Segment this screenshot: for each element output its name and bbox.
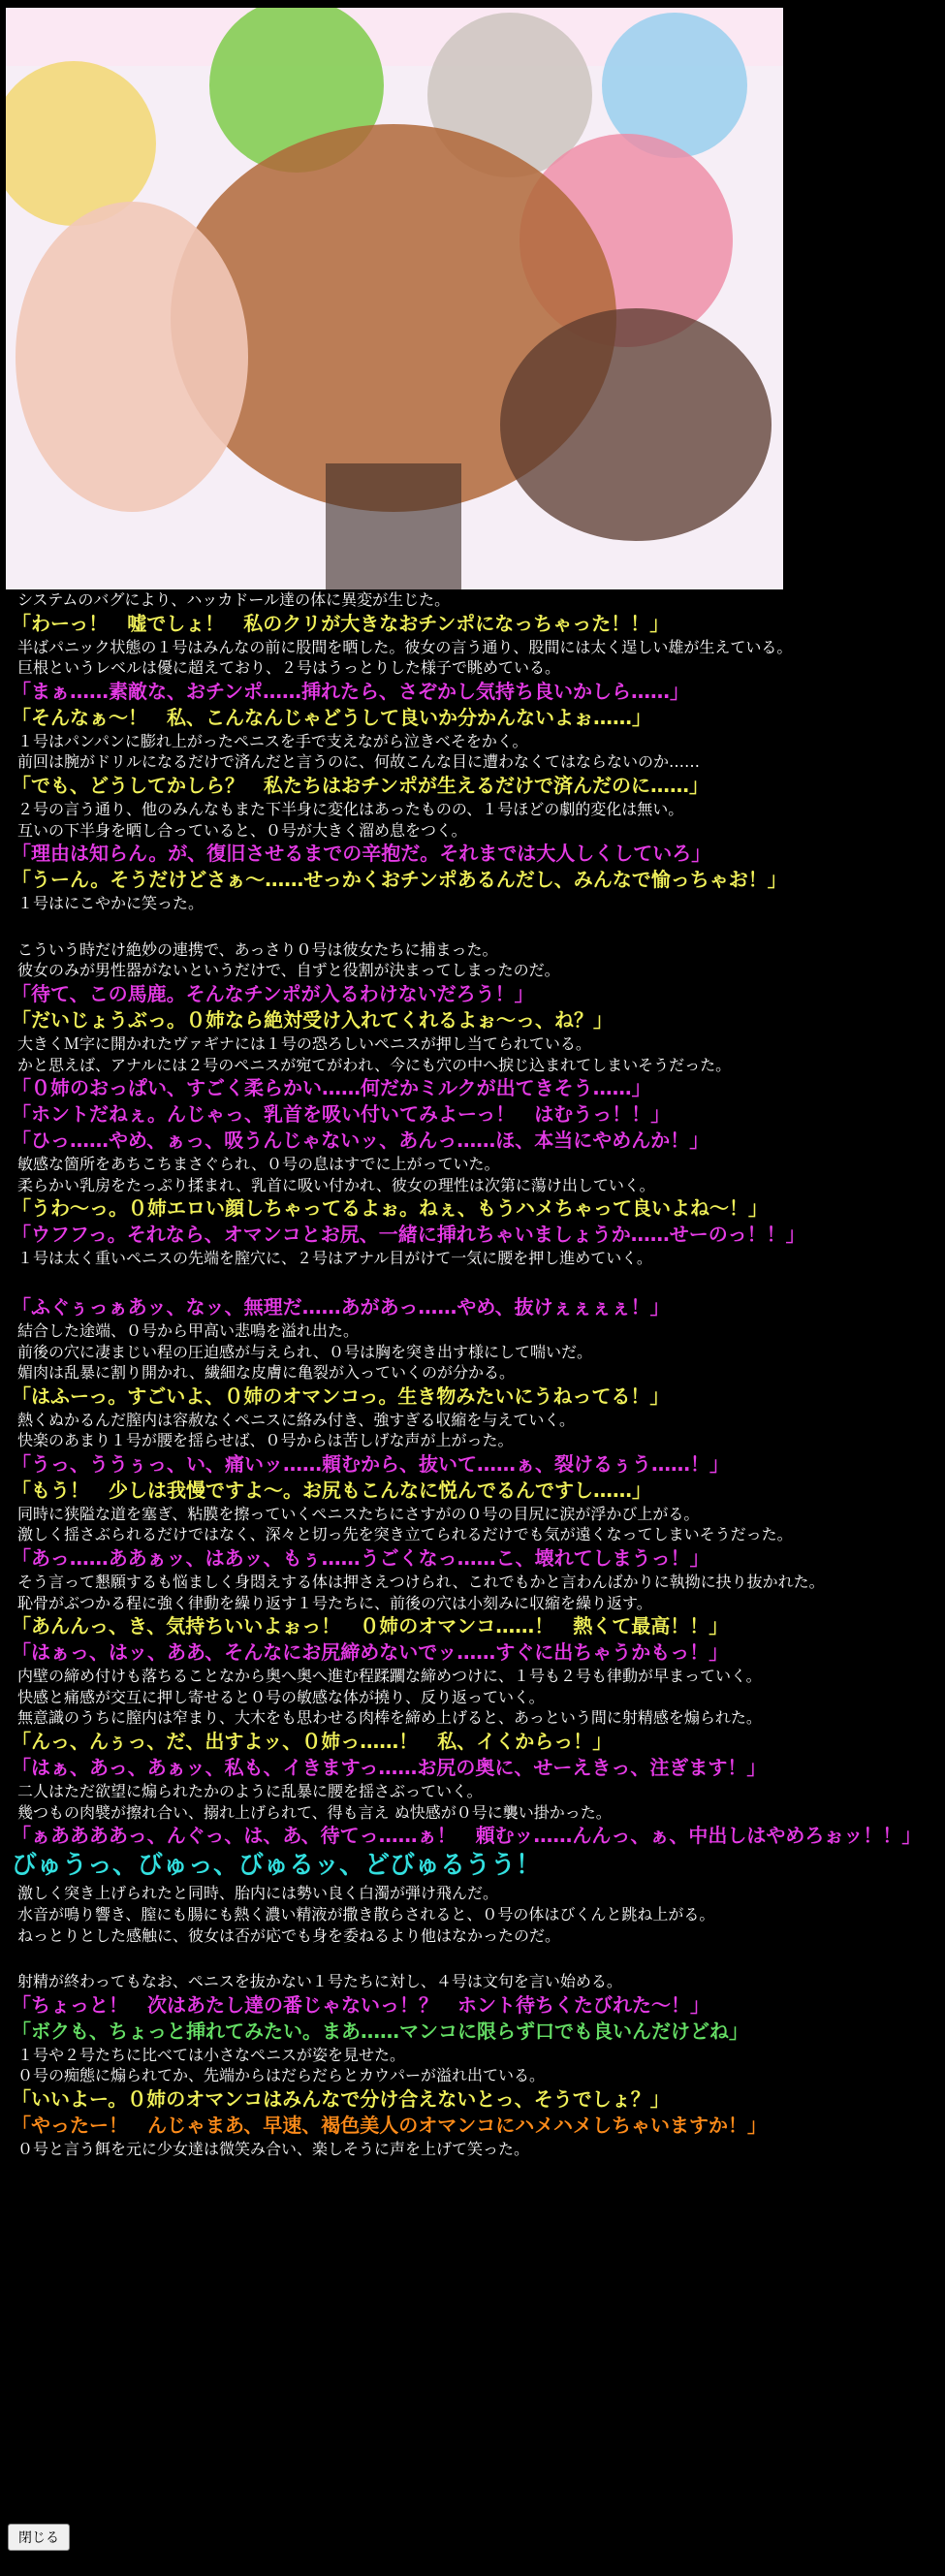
narration-line: 射精が終わってもなお、ペニスを抜かない１号たちに対し、４号は文句を言い始める。 (17, 1972, 622, 1991)
narration-line: こういう時だけ絶妙の連携で、あっさり０号は彼女たちに捕まった。 (17, 939, 498, 959)
narration-line: 二人はただ欲望に煽られたかのように乱暴に腰を揺さぶっていく。 (17, 1782, 483, 1801)
dialogue-line: 「いいよー。０姉のオマンコはみんなで分け合えないとっ、そうでしょ？」 (12, 2086, 670, 2111)
dialogue-line: 「ホントだねぇ。んじゃっ、乳首を吸い付いてみよーっ！ はむうっ！！」 (12, 1102, 671, 1127)
narration-line: 快感と痛感が交互に押し寄せると０号の敏感な体が撓り、反り返っていく。 (17, 1687, 545, 1706)
narration-line: 互いの下半身を晒し合っていると、０号が大きく溜め息をつく。 (17, 820, 467, 840)
dialogue-line: 「あんんっ、き、気持ちいいよぉっ！ ０姉のオマンコ……！ 熱くて最高！！」 (12, 1614, 729, 1638)
narration-line: 水音が鳴り響き、膣にも腸にも熱く濃い精液が撒き散らされると、０号の体はびくんと跳ね上がる。 (17, 1904, 715, 1924)
narration-line: 巨根というレベルは優に超えており、２号はうっとりした様子で眺めている。 (17, 658, 561, 678)
narration-line: 激しく揺さぶられるだけではなく、深々と切っ先を突き立てられるだけでも気が遠くなってしまいそうだった。 (17, 1525, 793, 1544)
narration-line: 激しく突き上げられたと同時、胎内には勢い良く白濁が弾け飛んだ。 (17, 1884, 499, 1903)
paragraph-gap (12, 1269, 932, 1294)
dialogue-line: 「ちょっと！ 次はあたし達の番じゃないっ！？ ホント待ちくたびれた～！」 (12, 1992, 709, 2017)
narration-line: 前後の穴に凄まじい程の圧迫感が与えられ、０号は胸を突き出す様にして喘いだ。 (17, 1342, 592, 1361)
dialogue-line: 「はぁ、あっ、あぁッ、私も、イきますっ……お尻の奥に、せーえきっ、注ぎます！」 (12, 1756, 767, 1780)
narration-line: 彼女のみが男性器がないというだけで、自ずと役割が決まってしまったのだ。 (17, 961, 560, 980)
dialogue-line: 「ふぐぅっぁあッ、なッ、無理だ……あがあっ……やめ、抜けぇぇぇぇ！」 (12, 1294, 670, 1319)
dialogue-line: 「やったー！ んじゃまあ、早速、褐色美人のオマンコにハメハメしちゃいますか！」 (12, 2113, 767, 2137)
narration-line: 柔らかい乳房をたっぷり揉まれ、乳首に吸い付かれ、彼女の理性は次第に蕩け出していく。 (17, 1175, 655, 1194)
dialogue-line: 「まぁ……素敵な、おチンポ……挿れたら、さぞかし気持ち良いかしら……」 (12, 679, 689, 703)
dialogue-line: 「あっ……ああぁッ、はあッ、もぅ……うごくなっ……こ、壊れてしまうっ！」 (12, 1546, 709, 1571)
dialogue-line: 「そんなぁ～！ 私、こんなんじゃどうして良いか分かんないよぉ……」 (12, 705, 651, 729)
narration-line: １号は太く重いペニスの先端を膣穴に、２号はアナル目がけて一気に腰を押し進めていく。 (17, 1249, 652, 1268)
narration-line: 媚肉は乱暴に割り開かれ、繊細な皮膚に亀裂が入っていくのが分かる。 (17, 1363, 515, 1383)
dialogue-line: 「理由は知らん。が、復旧させるまでの辛抱だ。それまでは大人しくしていろ」 (12, 842, 711, 866)
dialogue-line: 「ひっ……やめ、ぁっ、吸うんじゃないッ、あんっ……ほ、本当にやめんか！」 (12, 1129, 709, 1153)
dialogue-line: 「０姉のおっぱい、すごく柔らかい……何だかミルクが出てきそう……」 (12, 1076, 651, 1100)
dialogue-line: 「うわ～っ。０姉エロい顔しちゃってるよぉ。ねぇ、もうハメちゃって良いよね～！」 (12, 1196, 768, 1221)
dialogue-line: 「はぁっ、はッ、ああ、そんなにお尻締めないでッ……すぐに出ちゃうかもっ！」 (12, 1640, 729, 1665)
close-button[interactable]: 閉じる (8, 2524, 70, 2551)
narration-line: 敏感な箇所をあちこちまさぐられ、０号の息はすでに上がっていた。 (17, 1155, 500, 1174)
dialogue-line: 「待て、この馬鹿。そんなチンポが入るわけないだろう！」 (12, 981, 534, 1005)
story-illustration (6, 8, 783, 589)
dialogue-line: 「うーん。そうだけどさぁ～……せっかくおチンポあるんだし、みんなで愉っちゃお！」 (12, 868, 787, 892)
dialogue-line: 「もう！ 少しは我慢ですよ～。お尻もこんなに悦んでるんですし……」 (12, 1478, 651, 1502)
dialogue-line: 「だいじょうぶっ。０姉なら絶対受け入れてくれるよぉ～っ、ね？」 (12, 1007, 613, 1032)
narration-line: 快楽のあまり１号が腰を揺らせば、０号からは苦しげな声が上がった。 (17, 1431, 514, 1450)
paragraph-gap (12, 914, 932, 939)
narration-line: 無意識のうちに膣内は窄まり、大木をも思わせる肉棒を締め上げると、あっという間に射精感を煽られた。 (17, 1708, 762, 1728)
narration-line: １号や２号たちに比べては小さなペニスが姿を見せた。 (17, 2045, 406, 2064)
dialogue-line: 「ボクも、ちょっと挿れてみたい。まあ……マンコに限らず口でも良いんだけどね」 (12, 2019, 748, 2043)
narration-line: １号はにこやかに笑った。 (17, 894, 205, 913)
narration-line: 内壁の締め付けも落ちることなから奥へ奥へ進む程蹂躙な締めつけに、１号も２号も律動が早まっていく。 (17, 1667, 762, 1686)
narration-line: 半ばパニック状態の１号はみんなの前に股間を晒した。彼女の言う通り、股間には太く逞しい雄が生えている。 (17, 637, 793, 656)
story-text (12, 589, 932, 2159)
narration-line: ０号と言う餌を元に少女達は微笑み合い、楽しそうに声を上げて笑った。 (17, 2139, 530, 2158)
narration-line: ２号の言う通り、他のみんなもまた下半身に変化はあったものの、１号ほどの劇的変化は無い。 (17, 799, 684, 818)
dialogue-line: 「わーっ！ 嘘でしょ！ 私のクリが大きなおチンポになっちゃった！！」 (12, 611, 670, 635)
narration-line: ０号の痴態に煽られてか、先端からはだらだらとカウパーが溢れ出ている。 (17, 2066, 546, 2085)
narration-line: ねっとりとした感触に、彼女は否が応でも身を委ねるより他はなかったのだ。 (17, 1925, 561, 1945)
dialogue-line: 「ぁああああっ、んぐっ、は、あ、待てっ……ぁ！ 頼むッ……んんっ、ぁ、中出しはやめろぉッ！！」 (12, 1824, 922, 1848)
paragraph-gap (12, 1946, 932, 1971)
dialogue-line: 「んっ、んぅっ、だ、出すよッ、０姉っ……！ 私、イくからっ！」 (12, 1730, 613, 1754)
narration-line: 前回は腕がドリルになるだけで済んだと言うのに、何故こんな目に遭わなくてはならないのか…… (17, 752, 701, 772)
narration-line: かと思えば、アナルには２号のペニスが宛てがわれ、今にも穴の中へ捩じ込まれてしまいそうだった。 (17, 1055, 732, 1074)
narration-line: そう言って懇願するも悩ましく身悶えする体は押さえつけられ、これでもかと言わんばかりに執拗に抉り抜かれた。 (17, 1573, 825, 1592)
narration-line: 恥骨がぶつかる程に強く律動を繰り返す１号たちに、前後の穴は小刻みに収縮を繰り返す。 (17, 1593, 652, 1612)
dialogue-line: 「うっ、ううぅっ、い、痛いッ……頼むから、抜いて……ぁ、裂けるぅう……！」 (12, 1451, 729, 1476)
sound-effect-line: びゅうっ、びゅっ、びゅるッ、どびゅるうう！ (12, 1851, 542, 1881)
narration-line: １号はパンパンに膨れ上がったペニスを手で支えながら泣きべそをかく。 (17, 731, 528, 750)
narration-line: 幾つもの肉襞が擦れ合い、搦れ上げられて、得も言え ぬ快感が０号に襲い掛かった。 (17, 1802, 612, 1822)
dialogue-line: 「でも、どうしてかしら？ 私たちはおチンポが生えるだけで済んだのに……」 (12, 773, 709, 797)
narration-line: 同時に狭隘な道を塞ぎ、粘膜を擦っていくペニスたちにさすがの０号の目尻に涙が浮かび上がる。 (17, 1504, 700, 1523)
narration-line: 結合した途端、０号から甲高い悲鳴を溢れ出た。 (17, 1320, 360, 1340)
narration-line: 熱くぬかるんだ膣内は容赦なくペニスに絡み付き、強すぎる収縮を与えていく。 (17, 1410, 576, 1429)
illustration-placeholder (6, 8, 783, 589)
narration-line: 大きくＭ字に開かれたヴァギナには１号の恐ろしいペニスが押し当てられている。 (17, 1034, 591, 1053)
narration-line: システムのバグにより、ハッカドール達の体に異変が生じた。 (17, 590, 451, 609)
dialogue-line: 「はふーっ。すごいよ、０姉のオマンコっ。生き物みたいにうねってる！」 (12, 1383, 670, 1408)
dialogue-line: 「ウフフっ。それなら、オマンコとお尻、一緒に挿れちゃいましょうか……せーのっ！！」 (12, 1223, 805, 1247)
